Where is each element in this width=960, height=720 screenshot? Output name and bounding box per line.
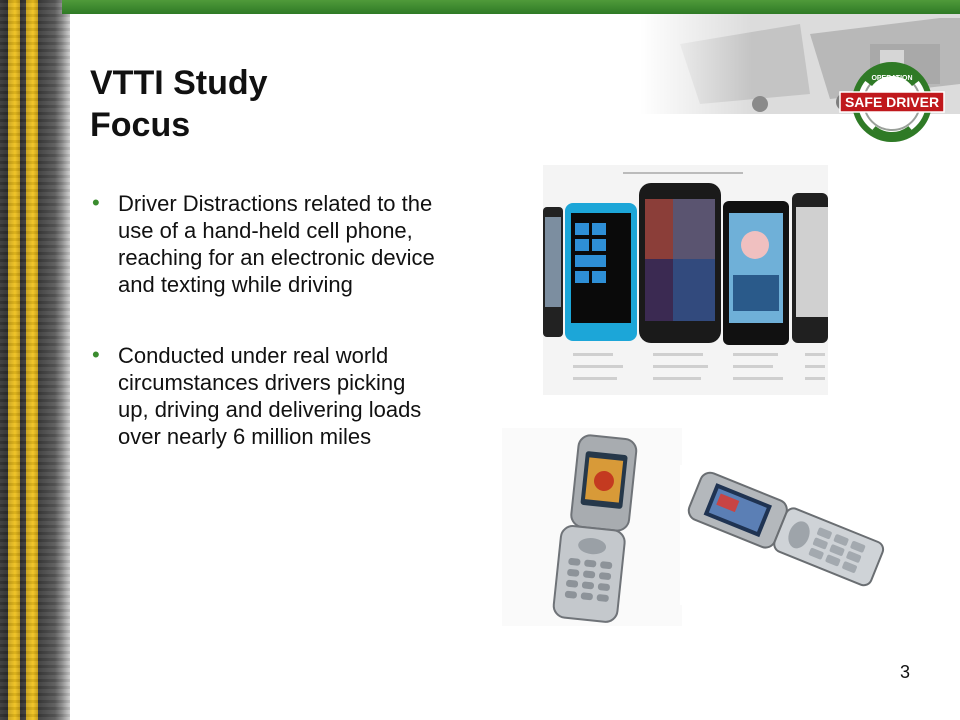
road-stripe-decoration <box>0 0 70 720</box>
razr-phone-photo <box>680 465 892 605</box>
bullet-item-distractions: • Driver Distractions related to the use of a hand-held cell phone, reaching for an electronic device and texting while driving <box>92 190 437 298</box>
header-green-band <box>62 0 960 14</box>
page-number: 3 <box>899 662 910 682</box>
smartphones-photo <box>543 165 828 395</box>
bullet-item-conditions: • Conducted under real world circumstances drivers picking up, driving and delivering loads over nearly 6 million miles <box>92 342 437 450</box>
svg-text:SAFE DRIVER: SAFE DRIVER <box>844 94 940 110</box>
title-line-2: Focus <box>90 106 191 144</box>
title-line-1: VTTI Study <box>90 64 268 102</box>
flip-phone-photo <box>502 428 682 626</box>
slide-title <box>90 62 420 146</box>
operation-safe-driver-logo <box>838 58 946 142</box>
svg-text:OPERATION: OPERATION <box>871 75 913 82</box>
bullet-list <box>92 190 437 494</box>
